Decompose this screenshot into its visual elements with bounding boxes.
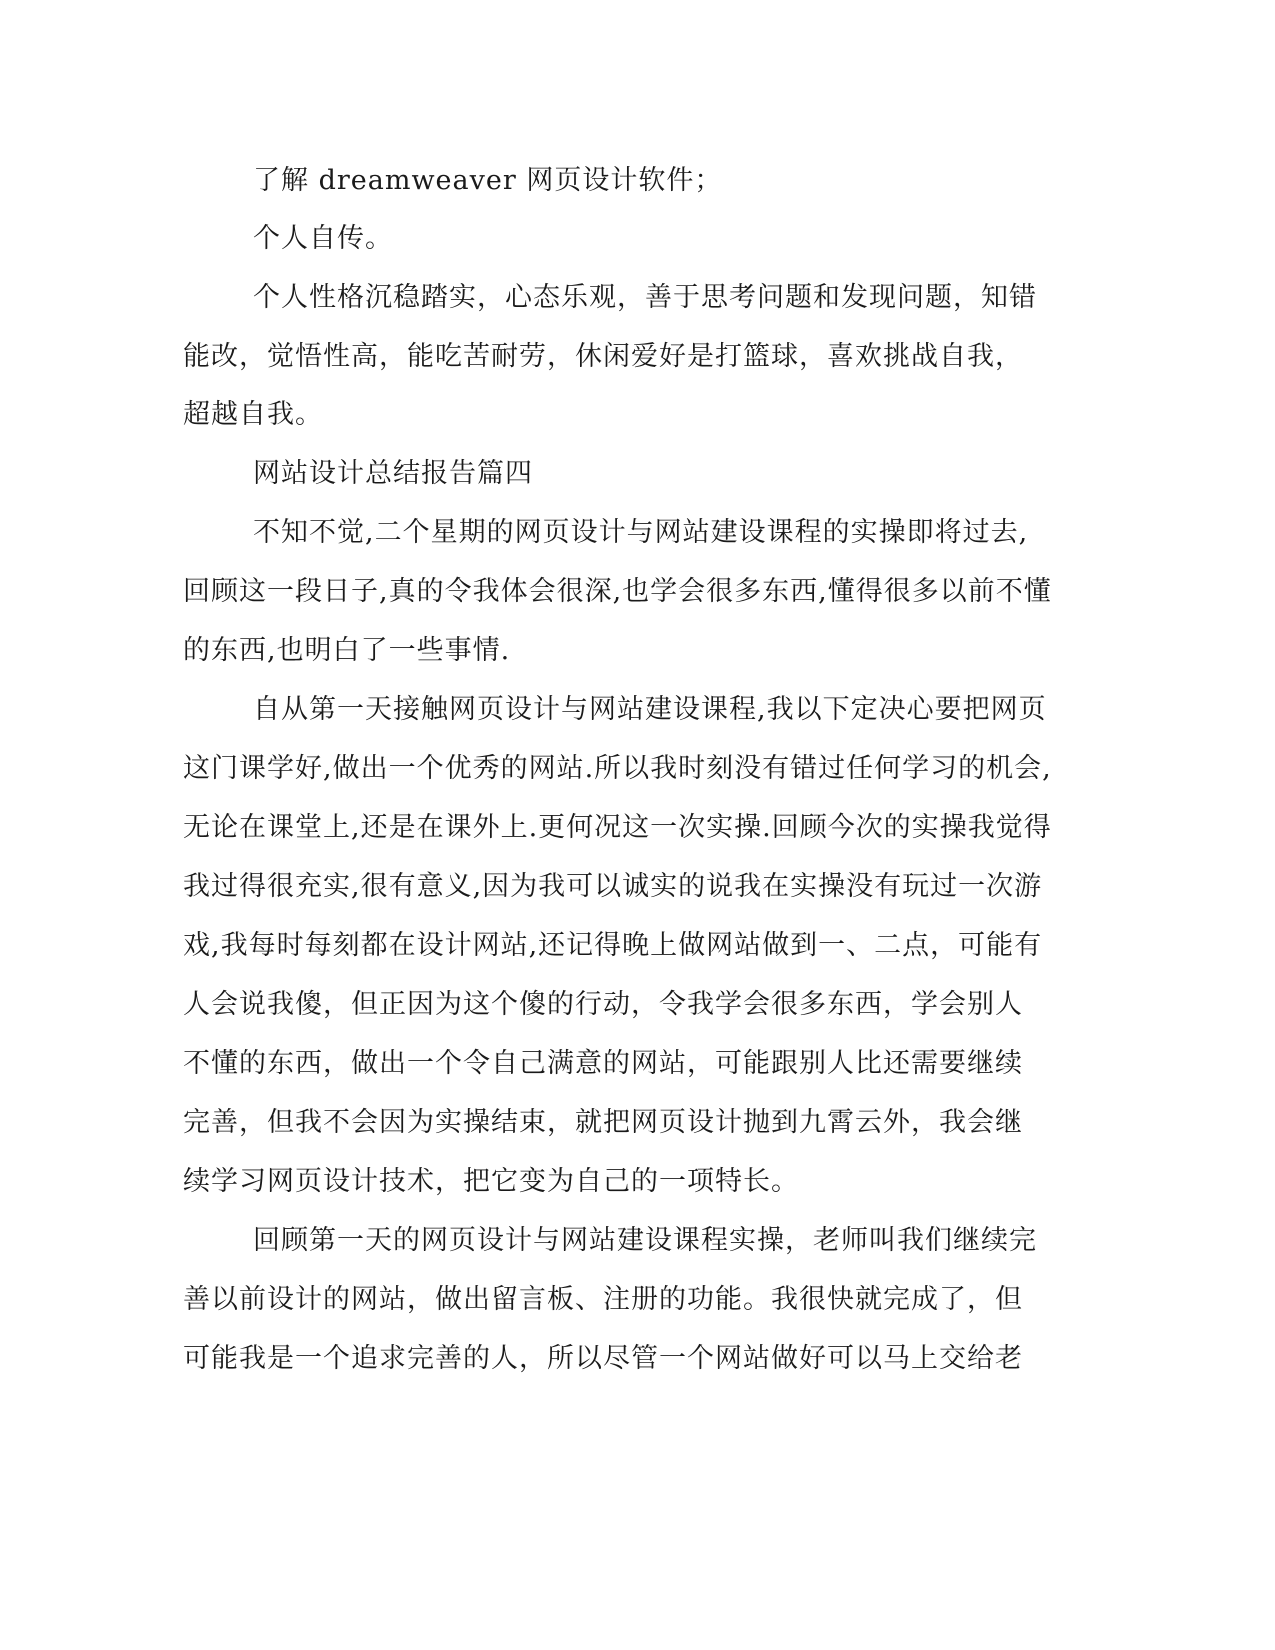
text-line: 能改，觉悟性高，能吃苦耐劳，休闲爱好是打篮球，喜欢挑战自我， (183, 341, 1023, 372)
text-line: 我过得很充实,很有意义,因为我可以诚实的说我在实操没有玩过一次游 (183, 871, 1043, 902)
text-line: 这门课学好,做出一个优秀的网站.所以我时刻没有错过任何学习的机会, (183, 753, 1052, 784)
section-heading: 网站设计总结报告篇四 (253, 458, 533, 489)
text-line: 人会说我傻，但正因为这个傻的行动，令我学会很多东西，学会别人 (183, 989, 1023, 1020)
text-line: 了解 dreamweaver 网页设计软件； (253, 165, 723, 196)
text-line: 戏,我每时每刻都在设计网站,还记得晚上做网站做到一、二点，可能有 (183, 930, 1043, 961)
text-line: 回顾这一段日子,真的令我体会很深,也学会很多东西,懂得很多以前不懂 (183, 576, 1052, 607)
text-line: 无论在课堂上,还是在课外上.更何况这一次实操.回顾今次的实操我觉得 (183, 812, 1052, 843)
text-line: 自从第一天接触网页设计与网站建设课程,我以下定决心要把网页 (253, 694, 1047, 725)
text-line: 续学习网页设计技术，把它变为自己的一项特长。 (183, 1166, 799, 1197)
text-line: 个人性格沉稳踏实，心态乐观，善于思考问题和发现问题，知错 (253, 282, 1037, 313)
text-line: 超越自我。 (183, 399, 323, 430)
text-line: 的东西,也明白了一些事情. (183, 635, 511, 666)
text-line: 不知不觉,二个星期的网页设计与网站建设课程的实操即将过去, (253, 517, 1029, 548)
text-line: 不懂的东西，做出一个令自己满意的网站，可能跟别人比还需要继续 (183, 1048, 1023, 1079)
text-line: 完善，但我不会因为实操结束，就把网页设计抛到九霄云外，我会继 (183, 1107, 1023, 1138)
text-line: 善以前设计的网站，做出留言板、注册的功能。我很快就完成了，但 (183, 1284, 1023, 1315)
text-line: 可能我是一个追求完善的人，所以尽管一个网站做好可以马上交给老 (183, 1343, 1023, 1374)
text-line: 回顾第一天的网页设计与网站建设课程实操，老师叫我们继续完 (253, 1225, 1037, 1256)
text-line: 个人自传。 (253, 223, 393, 254)
